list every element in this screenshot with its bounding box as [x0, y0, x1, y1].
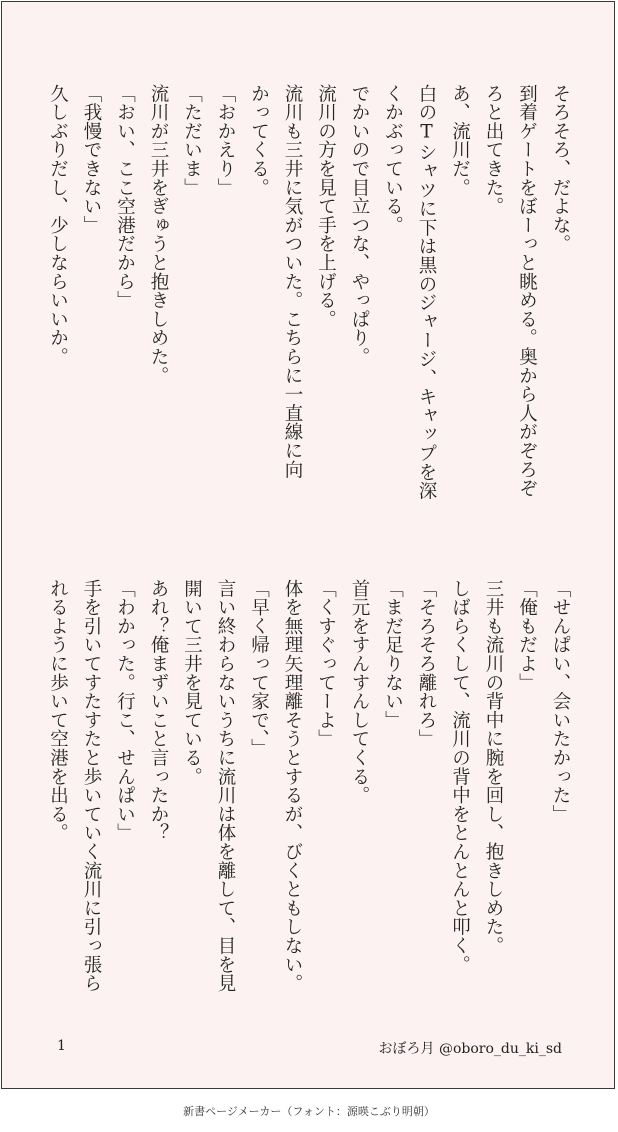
text-line: かってくる。 [248, 84, 270, 197]
text-line: 体を無理矢理離そうとするが、びくともしない。 [282, 579, 303, 993]
text-line: 「まだ足りない」 [382, 579, 404, 730]
text-line: 流川が三井をぎゅうと抱きしめた。 [148, 84, 169, 385]
text-line: 白のTシャツに下は黒のジャージ、キャップを深 [416, 84, 437, 501]
text-line: 「早く帰って家で、」 [248, 579, 270, 758]
text-line: 流川の方を見て手を上げる。 [315, 84, 337, 329]
author-credit: おぼろ月 @oboro_du_ki_sd [378, 1041, 562, 1057]
text-block-bottom [41, 579, 577, 1024]
text-line: 「ただいま」 [181, 84, 203, 197]
text-line: そろそろ、だよな。 [550, 84, 571, 254]
text-line: 首元をすんすんしてくる。 [349, 579, 370, 805]
text-line: 久しぶりだし、少しならいいか。 [47, 84, 69, 366]
page-number: 1 [57, 1038, 66, 1054]
text-line: ろと出てきた。 [483, 84, 504, 216]
text-line: 流川も三井に気がついた。こちらに一直線に向 [282, 84, 303, 479]
text-line: くかぶっている。 [382, 84, 404, 235]
text-line: 「くすぐってーよ」 [315, 579, 337, 749]
text-line: 「我慢できない」 [81, 84, 102, 235]
text-line: 手を引いてすたすたと歩いていく流川に引っ張ら [81, 579, 102, 993]
generator-caption: 新書ページメーカー（フォント：源暎こぶり明朝） [183, 1105, 435, 1118]
text-line: あ、流川だ。 [449, 84, 471, 197]
text-line: 「せんぱい、会いたかった」 [550, 579, 571, 824]
text-line: しばらくして、流川の背中をとんとんと叩く。 [449, 579, 471, 974]
text-line: 「そろそろ離れろ」 [416, 579, 437, 749]
text-line: でかいので目立つな、やっぱり。 [349, 84, 370, 366]
text-line: 「おい、ここ空港だから」 [114, 84, 136, 310]
text-line: れるように歩いて空港を出る。 [47, 579, 69, 843]
text-line: 「俺もだよ」 [516, 579, 538, 692]
text-line: あれ？俺まずいこと言ったか？ [148, 579, 169, 843]
text-line: 到着ゲートをぼーっと眺める。奥から人がぞろぞ [516, 84, 538, 498]
text-line: 言い終わらないうちに流川は体を離して、目を見 [215, 579, 236, 993]
text-line: 「わかった。行こ、せんぱい」 [114, 579, 136, 843]
text-line: 三井も流川の背中に腕を回し、抱きしめた。 [483, 579, 504, 955]
text-line: 「おかえり」 [215, 84, 236, 197]
book-page [1, 1, 615, 1089]
text-line: 開いて三井を見ている。 [181, 579, 203, 786]
text-block-top [41, 84, 577, 529]
